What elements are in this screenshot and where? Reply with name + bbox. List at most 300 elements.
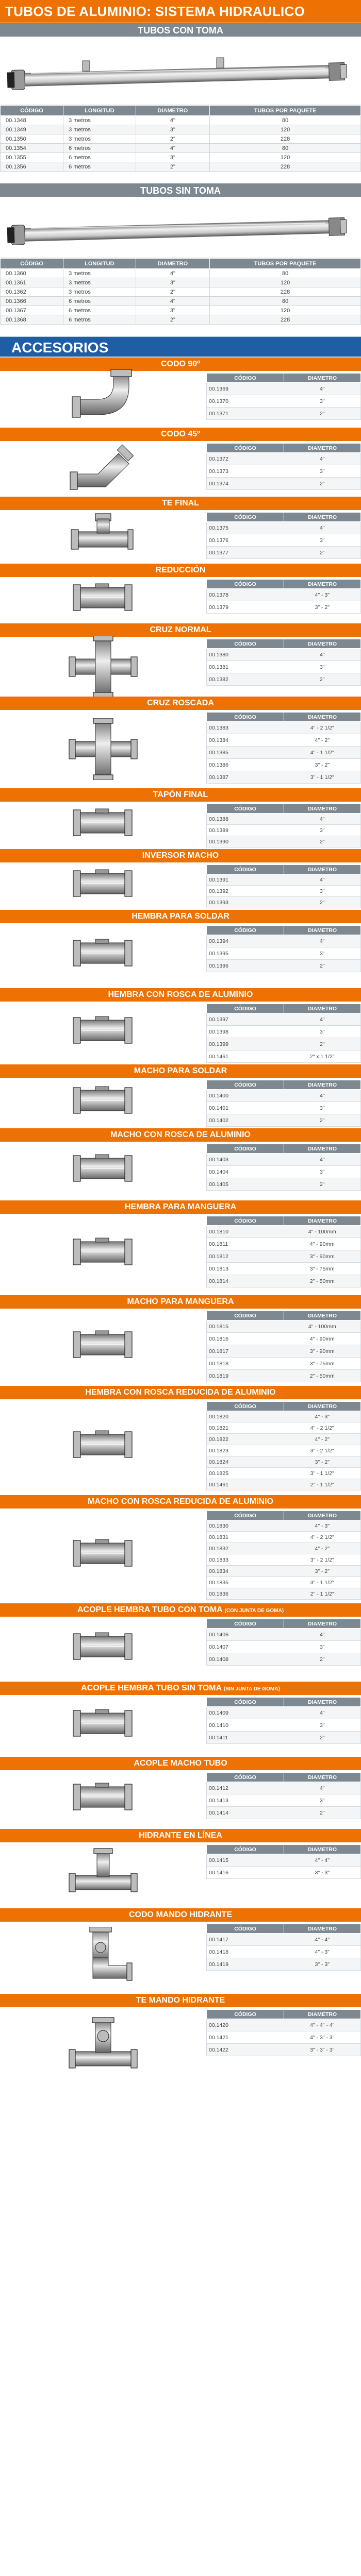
section-table bbox=[206, 1772, 361, 1819]
section-hembra-rosca-aluminio bbox=[0, 988, 361, 1064]
table-row bbox=[207, 1320, 361, 1333]
cell-per-pack: 80 bbox=[210, 297, 361, 306]
cell-diameter: 3" bbox=[284, 825, 361, 836]
table-row bbox=[207, 1250, 361, 1263]
cell-length: 3 metros bbox=[63, 125, 136, 134]
table-row bbox=[207, 453, 361, 465]
cell-per-pack: 80 bbox=[210, 116, 361, 125]
col-diameter: DIAMETRO bbox=[284, 1924, 361, 1934]
tubes-with-outlet-title: TUBOS CON TOMA bbox=[0, 23, 361, 37]
section-title bbox=[0, 1829, 361, 1842]
col-diameter: DIAMETRO bbox=[284, 1144, 361, 1154]
cell-per-pack: 80 bbox=[210, 269, 361, 278]
section-title bbox=[0, 623, 361, 637]
cell-diameter: 3" bbox=[284, 1102, 361, 1114]
section-body bbox=[0, 371, 361, 428]
section-acople-hembra-sin-toma bbox=[0, 1682, 361, 1757]
table-row bbox=[207, 814, 361, 825]
section-title-text: CODO 90º bbox=[160, 360, 201, 368]
cell-diameter: 4" - 3" bbox=[284, 1946, 361, 1958]
cell-code: 00.1833 bbox=[207, 1554, 284, 1566]
cell-diameter: 3" - 2" bbox=[284, 1456, 361, 1468]
cell-diameter: 4" - 100mm bbox=[284, 1320, 361, 1333]
table-row bbox=[207, 408, 361, 420]
section-title-text: TE MANDO HIDRANTE bbox=[136, 1996, 225, 2005]
cell-code: 00.1818 bbox=[207, 1358, 284, 1370]
cell-diameter: 4" - 2 1/2" bbox=[284, 1532, 361, 1543]
section-codo-mando-hidrante bbox=[0, 1908, 361, 1994]
cell-code: 00.1409 bbox=[207, 1707, 284, 1719]
section-hembra-soldar bbox=[0, 910, 361, 988]
cell-length: 3 metros bbox=[63, 278, 136, 287]
cell-diameter: 3" - 2 1/2" bbox=[284, 1554, 361, 1566]
table-row bbox=[207, 1719, 361, 1732]
pipe-without-outlet-icon bbox=[0, 197, 361, 258]
section-title-text: TAPÓN FINAL bbox=[153, 790, 208, 799]
section-macho-rosca-aluminio bbox=[0, 1128, 361, 1200]
col-code: CÓDIGO bbox=[1, 106, 63, 116]
col-code: CÓDIGO bbox=[207, 374, 284, 383]
cell-diameter: 3" bbox=[284, 1719, 361, 1732]
table-row bbox=[207, 1456, 361, 1468]
cell-code: 00.1405 bbox=[207, 1178, 284, 1191]
section-table bbox=[206, 1080, 361, 1127]
table-row bbox=[207, 1543, 361, 1554]
col-diameter: DIAMETRO bbox=[284, 1698, 361, 1707]
cell-diameter: 4" bbox=[284, 1090, 361, 1102]
section-hidrante-linea bbox=[0, 1829, 361, 1908]
section-title-text: MACHO PARA MANGUERA bbox=[127, 1297, 234, 1306]
section-body bbox=[0, 1922, 361, 1994]
cell-diameter: 2" bbox=[284, 960, 361, 972]
cell-code: 00.1415 bbox=[207, 1854, 284, 1867]
cell-diameter: 3" bbox=[284, 886, 361, 897]
table-row bbox=[207, 825, 361, 836]
cell-code: 00.1461 bbox=[207, 1479, 284, 1490]
cell-diameter: 4" - 2" bbox=[284, 1543, 361, 1554]
cell-code: 00.1366 bbox=[1, 297, 63, 306]
table-row bbox=[207, 759, 361, 771]
cell-code: 00.1385 bbox=[207, 747, 284, 759]
table-row bbox=[207, 534, 361, 547]
section-title-text: HEMBRA CON ROSCA REDUCIDA DE ALUMINIO bbox=[85, 1388, 276, 1397]
section-table bbox=[206, 1401, 361, 1490]
cell-code: 00.1835 bbox=[207, 1577, 284, 1588]
col-code: CÓDIGO bbox=[207, 1924, 284, 1934]
cell-code: 00.1392 bbox=[207, 886, 284, 897]
col-code: CÓDIGO bbox=[207, 580, 284, 589]
cell-code: 00.1381 bbox=[207, 661, 284, 673]
cell-code: 00.1369 bbox=[207, 383, 284, 395]
cell-diameter: 3" - 3" bbox=[284, 1867, 361, 1879]
col-diameter: DIAMETRO bbox=[284, 1402, 361, 1411]
cell-diameter: 2" bbox=[284, 673, 361, 686]
col-code: CÓDIGO bbox=[207, 444, 284, 453]
cell-diameter: 4" - 3" bbox=[284, 1411, 361, 1422]
col-code: CÓDIGO bbox=[207, 804, 284, 814]
accessories-list bbox=[0, 358, 361, 2086]
cell-diameter: 4" bbox=[136, 297, 209, 306]
cell-diameter: 2" bbox=[284, 408, 361, 420]
cell-code: 00.1402 bbox=[207, 1114, 284, 1127]
table-row bbox=[207, 1958, 361, 1971]
table-row bbox=[207, 1038, 361, 1050]
section-macho-soldar bbox=[0, 1064, 361, 1128]
cell-code: 00.1811 bbox=[207, 1238, 284, 1250]
cell-diameter: 2" bbox=[284, 1732, 361, 1744]
table-row bbox=[207, 1520, 361, 1532]
male-coupler-icon bbox=[0, 1770, 206, 1829]
table-row bbox=[207, 661, 361, 673]
table-row bbox=[207, 673, 361, 686]
cell-code: 00.1821 bbox=[207, 1422, 284, 1434]
section-title bbox=[0, 1603, 361, 1617]
section-title bbox=[0, 497, 361, 510]
section-body bbox=[0, 710, 361, 788]
cell-code: 00.1408 bbox=[207, 1653, 284, 1666]
section-tapon-final bbox=[0, 788, 361, 849]
cell-diameter: 3" bbox=[284, 1794, 361, 1807]
pipe-without-outlet-illustration bbox=[0, 197, 361, 258]
cell-diameter: 2" bbox=[284, 478, 361, 490]
table-row bbox=[207, 734, 361, 747]
section-table bbox=[206, 1004, 361, 1063]
cell-diameter: 2" - 50mm bbox=[284, 1370, 361, 1382]
table-row bbox=[207, 747, 361, 759]
cell-diameter: 3" - 1 1/2" bbox=[284, 1468, 361, 1479]
cell-code: 00.1377 bbox=[207, 547, 284, 559]
cell-diameter: 4" bbox=[284, 1707, 361, 1719]
cell-diameter: 3" bbox=[136, 125, 209, 134]
cell-code: 00.1350 bbox=[1, 134, 63, 144]
cell-diameter: 3" bbox=[284, 1026, 361, 1038]
col-code: CÓDIGO bbox=[207, 1845, 284, 1854]
cell-diameter: 3" bbox=[284, 465, 361, 478]
section-title bbox=[0, 849, 361, 862]
col-diameter: DIAMETRO bbox=[284, 926, 361, 935]
cell-code: 00.1404 bbox=[207, 1166, 284, 1178]
col-code: CÓDIGO bbox=[207, 2010, 284, 2019]
cell-diameter: 4" - 90mm bbox=[284, 1238, 361, 1250]
cell-code: 00.1383 bbox=[207, 722, 284, 734]
female-coupler-icon bbox=[0, 1617, 206, 1682]
cell-length: 6 metros bbox=[63, 144, 136, 153]
cell-diameter: 4" bbox=[136, 116, 209, 125]
section-body bbox=[0, 1509, 361, 1603]
table-row bbox=[207, 1275, 361, 1287]
table-row bbox=[207, 1468, 361, 1479]
cell-code: 00.1836 bbox=[207, 1588, 284, 1600]
section-table bbox=[206, 925, 361, 972]
reducer-icon bbox=[0, 577, 206, 623]
cell-per-pack: 120 bbox=[210, 306, 361, 315]
col-code: CÓDIGO bbox=[207, 1311, 284, 1320]
cell-diameter: 2" bbox=[284, 1807, 361, 1819]
table-row bbox=[207, 1707, 361, 1719]
col-diameter: DIAMETRO bbox=[284, 1216, 361, 1226]
table-row bbox=[207, 1166, 361, 1178]
section-title-text: MACHO PARA SOLDAR bbox=[134, 1066, 227, 1075]
table-row bbox=[1, 297, 361, 306]
col-length: LONGITUD bbox=[63, 106, 136, 116]
cell-diameter: 4" - 2 1/2" bbox=[284, 722, 361, 734]
col-code: CÓDIGO bbox=[207, 1698, 284, 1707]
cell-code: 00.1362 bbox=[1, 287, 63, 297]
section-title-text: HEMBRA PARA SOLDAR bbox=[132, 912, 229, 921]
cell-code: 00.1382 bbox=[207, 673, 284, 686]
cell-code: 00.1825 bbox=[207, 1468, 284, 1479]
table-row bbox=[207, 1807, 361, 1819]
col-code: CÓDIGO bbox=[207, 926, 284, 935]
cell-diameter: 3" bbox=[284, 947, 361, 960]
cell-diameter: 4" bbox=[284, 1154, 361, 1166]
end-cap-icon bbox=[0, 802, 206, 849]
table-row bbox=[207, 589, 361, 601]
table-row bbox=[207, 1434, 361, 1445]
cell-code: 00.1419 bbox=[207, 1958, 284, 1971]
section-body bbox=[0, 1142, 361, 1200]
cell-code: 00.1819 bbox=[207, 1370, 284, 1382]
section-title bbox=[0, 910, 361, 923]
section-title-text: HEMBRA CON ROSCA DE ALUMINIO bbox=[108, 990, 253, 999]
col-diameter: DIAMETRO bbox=[284, 1619, 361, 1629]
cell-code: 00.1391 bbox=[207, 874, 284, 886]
cell-diameter: 4" - 4" bbox=[284, 1854, 361, 1867]
section-cruz-normal bbox=[0, 623, 361, 697]
cell-diameter: 3" - 90mm bbox=[284, 1345, 361, 1358]
cell-diameter: 4" bbox=[284, 935, 361, 947]
table-row bbox=[207, 1445, 361, 1456]
col-diameter: DIAMETRO bbox=[284, 1080, 361, 1090]
cell-code: 00.1349 bbox=[1, 125, 63, 134]
cell-code: 00.1386 bbox=[207, 759, 284, 771]
cell-code: 00.1810 bbox=[207, 1226, 284, 1238]
section-title bbox=[0, 1682, 361, 1695]
cell-code: 00.1400 bbox=[207, 1090, 284, 1102]
cell-diameter: 4" - 1 1/2" bbox=[284, 747, 361, 759]
table-row bbox=[207, 2044, 361, 2056]
table-row bbox=[207, 1794, 361, 1807]
col-code: CÓDIGO bbox=[207, 713, 284, 722]
table-row bbox=[207, 1577, 361, 1588]
cell-code: 00.1820 bbox=[207, 1411, 284, 1422]
table-row bbox=[1, 306, 361, 315]
cell-code: 00.1831 bbox=[207, 1532, 284, 1543]
col-code: CÓDIGO bbox=[207, 1216, 284, 1226]
section-title-text: CODO 45º bbox=[160, 430, 201, 438]
col-code: CÓDIGO bbox=[207, 513, 284, 522]
female-hose-icon bbox=[0, 1214, 206, 1295]
table-row bbox=[207, 649, 361, 661]
cell-diameter: 4" bbox=[284, 649, 361, 661]
section-title-text: CODO MANDO HIDRANTE bbox=[129, 1910, 232, 1919]
cell-diameter: 4" - 3" bbox=[284, 589, 361, 601]
female-thread-icon bbox=[0, 1002, 206, 1064]
cell-diameter: 4" bbox=[284, 1629, 361, 1641]
cell-code: 00.1354 bbox=[1, 144, 63, 153]
table-row bbox=[207, 1263, 361, 1275]
section-table bbox=[206, 1216, 361, 1287]
col-code: CÓDIGO bbox=[207, 1402, 284, 1411]
section-title-text: TE FINAL bbox=[162, 499, 199, 507]
section-body bbox=[0, 923, 361, 988]
cell-code: 00.1373 bbox=[207, 465, 284, 478]
section-title-text: ACOPLE MACHO TUBO bbox=[134, 1759, 227, 1768]
cell-code: 00.1834 bbox=[207, 1566, 284, 1577]
section-table bbox=[206, 373, 361, 420]
col-diameter: DIAMETRO bbox=[136, 106, 209, 116]
cell-diameter: 2" bbox=[284, 1038, 361, 1050]
inline-hydrant-icon bbox=[0, 1842, 206, 1908]
table-row bbox=[207, 1345, 361, 1358]
table-row bbox=[207, 1102, 361, 1114]
table-row bbox=[207, 1946, 361, 1958]
cell-code: 00.1422 bbox=[207, 2044, 284, 2056]
male-hose-icon bbox=[0, 1309, 206, 1386]
female-coupler-plain-icon bbox=[0, 1695, 206, 1757]
section-table bbox=[206, 1619, 361, 1666]
section-cruz-roscada bbox=[0, 697, 361, 788]
cell-code: 00.1410 bbox=[207, 1719, 284, 1732]
section-table bbox=[206, 1924, 361, 1971]
cell-code: 00.1814 bbox=[207, 1275, 284, 1287]
cell-code: 00.1379 bbox=[207, 601, 284, 614]
cell-diameter: 2" bbox=[284, 1114, 361, 1127]
cell-diameter: 4" - 2" bbox=[284, 1434, 361, 1445]
cell-diameter: 3" bbox=[284, 1166, 361, 1178]
section-table bbox=[206, 1144, 361, 1191]
table-row bbox=[207, 1854, 361, 1867]
section-codo-45 bbox=[0, 428, 361, 497]
male-weld-icon bbox=[0, 1078, 206, 1128]
table-row bbox=[207, 897, 361, 908]
cell-code: 00.1361 bbox=[1, 278, 63, 287]
cell-diameter: 4" bbox=[136, 269, 209, 278]
table-row bbox=[207, 1732, 361, 1744]
cell-diameter: 3" bbox=[136, 306, 209, 315]
section-macho-rosca-reducida bbox=[0, 1495, 361, 1603]
tee-end-icon bbox=[0, 510, 206, 564]
section-acople-macho-tubo bbox=[0, 1757, 361, 1829]
section-table bbox=[206, 579, 361, 614]
section-title bbox=[0, 1757, 361, 1770]
female-reduced-thread-icon bbox=[0, 1399, 206, 1495]
section-body bbox=[0, 1078, 361, 1128]
section-title-text: REDUCCIÓN bbox=[155, 566, 206, 574]
table-row bbox=[207, 874, 361, 886]
cell-diameter: 2" bbox=[136, 315, 209, 325]
cell-code: 00.1421 bbox=[207, 2031, 284, 2044]
cell-diameter: 4" bbox=[136, 144, 209, 153]
section-te-mando-hidrante bbox=[0, 1994, 361, 2086]
tubes-without-outlet-table bbox=[0, 258, 361, 325]
table-row bbox=[207, 1422, 361, 1434]
table-row bbox=[207, 1554, 361, 1566]
table-row bbox=[1, 269, 361, 278]
section-title bbox=[0, 564, 361, 577]
table-row bbox=[1, 162, 361, 172]
table-row bbox=[207, 1411, 361, 1422]
section-body bbox=[0, 1309, 361, 1386]
col-diameter: DIAMETRO bbox=[284, 713, 361, 722]
section-macho-manguera bbox=[0, 1295, 361, 1386]
table-row bbox=[207, 836, 361, 848]
section-title bbox=[0, 697, 361, 710]
col-diameter: DIAMETRO bbox=[284, 804, 361, 814]
page-title: TUBOS DE ALUMINIO: SISTEMA HIDRAULICO bbox=[0, 0, 361, 23]
cell-code: 00.1390 bbox=[207, 836, 284, 848]
cell-diameter: 4" - 100mm bbox=[284, 1226, 361, 1238]
cross-icon bbox=[0, 637, 206, 697]
section-title-text: HIDRANTE EN LÍNEA bbox=[139, 1831, 222, 1840]
cell-code: 00.1384 bbox=[207, 734, 284, 747]
cell-per-pack: 120 bbox=[210, 278, 361, 287]
section-body bbox=[0, 1842, 361, 1908]
section-title-text: HEMBRA PARA MANGUERA bbox=[124, 1202, 237, 1211]
cell-code: 00.1832 bbox=[207, 1543, 284, 1554]
cell-code: 00.1401 bbox=[207, 1102, 284, 1114]
section-hembra-rosca-reducida bbox=[0, 1386, 361, 1495]
hydrant-tee-icon bbox=[0, 2007, 206, 2086]
section-body bbox=[0, 1617, 361, 1682]
col-code: CÓDIGO bbox=[207, 1511, 284, 1520]
table-row bbox=[207, 395, 361, 408]
accessories-banner: ACCESORIOS bbox=[0, 336, 361, 358]
cell-code: 00.1394 bbox=[207, 935, 284, 947]
cell-code: 00.1395 bbox=[207, 947, 284, 960]
section-te-final bbox=[0, 497, 361, 564]
cell-code: 00.1413 bbox=[207, 1794, 284, 1807]
cell-diameter: 2" - 1 1/2" bbox=[284, 1588, 361, 1600]
section-title bbox=[0, 1200, 361, 1214]
table-row bbox=[207, 1358, 361, 1370]
cell-code: 00.1823 bbox=[207, 1445, 284, 1456]
table-row bbox=[207, 1238, 361, 1250]
section-title bbox=[0, 1495, 361, 1509]
section-body bbox=[0, 510, 361, 564]
cell-diameter: 4" bbox=[284, 522, 361, 534]
section-body bbox=[0, 637, 361, 697]
cell-length: 6 metros bbox=[63, 162, 136, 172]
table-row bbox=[207, 601, 361, 614]
cell-length: 3 metros bbox=[63, 287, 136, 297]
table-row bbox=[207, 383, 361, 395]
cell-diameter: 2" bbox=[284, 1653, 361, 1666]
cell-diameter: 3" bbox=[284, 1641, 361, 1653]
cell-length: 6 metros bbox=[63, 297, 136, 306]
col-diameter: DIAMETRO bbox=[284, 444, 361, 453]
elbow-45-icon bbox=[0, 441, 206, 497]
table-row bbox=[207, 1114, 361, 1127]
table-row bbox=[207, 1090, 361, 1102]
cell-diameter: 3" bbox=[284, 395, 361, 408]
cell-code: 00.1372 bbox=[207, 453, 284, 465]
cell-diameter: 3" - 2" bbox=[284, 759, 361, 771]
elbow-90-icon bbox=[0, 371, 206, 428]
section-title-text: ACOPLE HEMBRA TUBO CON TOMA bbox=[77, 1605, 223, 1614]
cell-diameter: 4" - 4" bbox=[284, 1934, 361, 1946]
col-diameter: DIAMETRO bbox=[284, 639, 361, 649]
table-row bbox=[207, 1641, 361, 1653]
section-title bbox=[0, 1128, 361, 1142]
table-row bbox=[207, 771, 361, 784]
cell-code: 00.1416 bbox=[207, 1867, 284, 1879]
cell-length: 6 metros bbox=[63, 306, 136, 315]
section-body bbox=[0, 577, 361, 623]
cell-per-pack: 228 bbox=[210, 287, 361, 297]
col-diameter: DIAMETRO bbox=[284, 1773, 361, 1782]
cell-diameter: 2" bbox=[284, 547, 361, 559]
